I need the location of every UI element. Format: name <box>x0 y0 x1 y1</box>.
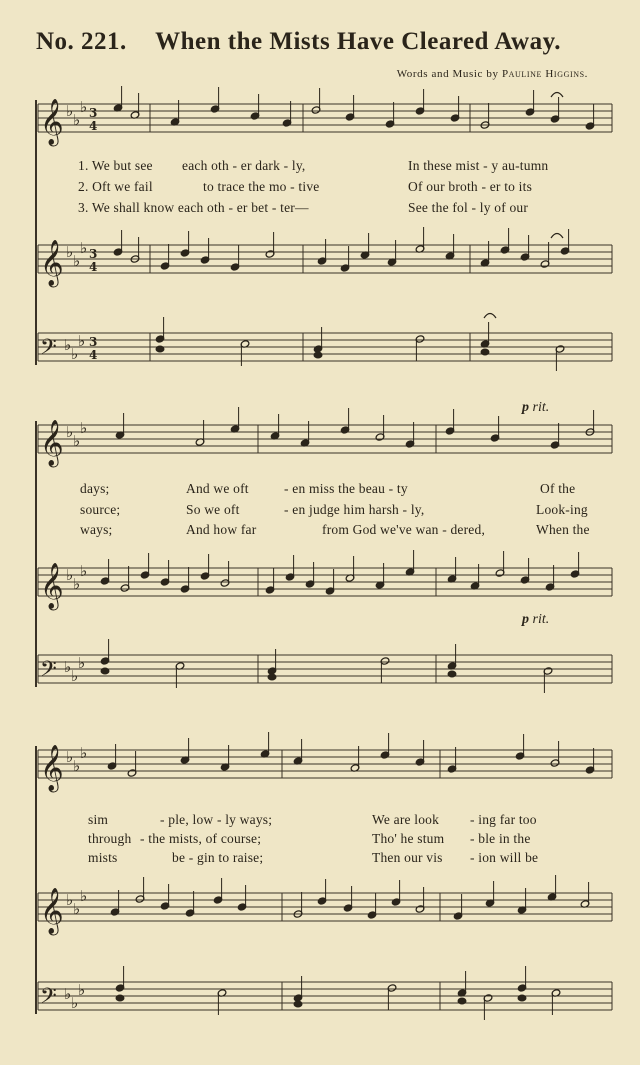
treble-clef-icon <box>40 888 64 936</box>
system-1-bass-staff <box>38 333 612 361</box>
fermata-icon <box>484 314 496 319</box>
svg-text:♭: ♭ <box>64 985 72 1003</box>
svg-text:♭: ♭ <box>64 658 72 676</box>
lyric-v2-c: - en judge him harsh - ly, <box>284 502 425 517</box>
svg-text:𝄞: 𝄞 <box>40 888 64 934</box>
hymn-title: When the Mists Have Cleared Away. <box>155 28 561 55</box>
svg-text:♭: ♭ <box>71 667 79 685</box>
lyric-v2-c: Tho' he stum <box>372 831 445 846</box>
ritardando-marking-1: p rit. <box>522 400 550 415</box>
note-head <box>294 1001 302 1007</box>
system-1-soprano-staff <box>38 104 612 132</box>
treble-clef-icon <box>40 240 64 288</box>
lyric-v1-a: days; <box>80 481 110 496</box>
svg-text:♭: ♭ <box>80 419 88 437</box>
lyric-v3-d: When the <box>536 522 590 537</box>
svg-text:𝄞: 𝄞 <box>40 563 64 609</box>
note-head <box>448 671 456 677</box>
svg-text:♭: ♭ <box>73 900 81 918</box>
note-head <box>314 352 322 358</box>
lyric-v2-a: 2. Oft we fail <box>78 179 153 194</box>
svg-text:4: 4 <box>89 260 98 274</box>
credit-prefix: Words and Music by <box>396 68 499 80</box>
svg-text:𝄞: 𝄞 <box>40 240 64 286</box>
treble-clef-icon <box>40 563 64 611</box>
svg-text:♭: ♭ <box>73 575 81 593</box>
bass-clef-icon <box>40 984 57 1014</box>
credit-name: Pauline Higgins. <box>501 68 588 80</box>
lyric-v3-a: 3. We shall know each oth - er bet - ter— <box>78 200 309 215</box>
svg-text:3: 3 <box>89 247 98 261</box>
svg-text:𝄞: 𝄞 <box>40 420 64 466</box>
time-signature <box>89 247 97 274</box>
svg-text:♭: ♭ <box>78 332 86 350</box>
note-head <box>101 668 109 674</box>
lyric-v3-b: See the fol - ly of our <box>408 200 529 215</box>
svg-text:♭: ♭ <box>80 744 88 762</box>
lyric-v1-c: In these mist - y au-tumn <box>408 158 549 173</box>
svg-text:𝄞: 𝄞 <box>40 99 64 145</box>
svg-text:♭: ♭ <box>66 748 74 766</box>
lyric-v2-d: - ble in the <box>470 831 531 846</box>
lyric-v1-c: We are look <box>372 812 440 827</box>
flat-key-signature <box>64 332 85 363</box>
flat-key-signature <box>64 654 85 685</box>
flat-key-signature <box>66 744 87 775</box>
note-head <box>518 995 526 1001</box>
svg-text:♭: ♭ <box>66 891 74 909</box>
svg-text:♭: ♭ <box>66 423 74 441</box>
note-head <box>458 998 466 1004</box>
svg-text:♭: ♭ <box>66 243 74 261</box>
ritardando-marking-2: p rit. <box>522 612 550 627</box>
note-head <box>268 674 276 680</box>
lyric-v1-b: - ple, low - ly ways; <box>160 812 273 827</box>
flat-key-signature <box>64 981 85 1012</box>
flat-key-signature <box>66 887 87 918</box>
lyric-v3-b: And how far <box>186 522 257 537</box>
svg-text:𝄢: 𝄢 <box>40 657 57 687</box>
lyric-v3-b: be - gin to raise; <box>172 850 264 865</box>
svg-text:♭: ♭ <box>66 102 74 120</box>
lyric-v2-a: through <box>88 831 132 846</box>
treble-clef-icon <box>40 745 64 793</box>
system-2-bass-staff <box>38 655 612 683</box>
svg-text:3: 3 <box>89 106 98 120</box>
lyric-v3-a: mists <box>88 850 118 865</box>
flat-key-signature <box>66 419 87 450</box>
note-head <box>156 346 164 352</box>
svg-text:♭: ♭ <box>80 887 88 905</box>
flat-key-signature <box>66 239 87 270</box>
svg-text:♭: ♭ <box>71 994 79 1012</box>
svg-text:𝄢: 𝄢 <box>40 335 57 365</box>
svg-text:♭: ♭ <box>66 566 74 584</box>
lyric-v1-b: And we oft <box>186 481 249 496</box>
svg-text:♭: ♭ <box>80 562 88 580</box>
hymn-number: No. 221. <box>36 28 127 55</box>
fermata-icon <box>551 234 563 239</box>
svg-text:♭: ♭ <box>73 111 81 129</box>
svg-text:♭: ♭ <box>73 252 81 270</box>
svg-text:𝄢: 𝄢 <box>40 984 57 1014</box>
svg-text:4: 4 <box>89 348 98 362</box>
note-head <box>481 349 489 355</box>
svg-text:♭: ♭ <box>78 981 86 999</box>
svg-text:♭: ♭ <box>71 345 79 363</box>
lyric-v2-a: source; <box>80 502 121 517</box>
fermata-icon <box>551 93 563 98</box>
svg-text:♭: ♭ <box>80 98 88 116</box>
treble-clef-icon <box>40 420 64 468</box>
lyric-v1-c: - en miss the beau - ty <box>284 481 408 496</box>
lyric-v2-b: - the mists, of course; <box>140 831 262 846</box>
lyric-v1-d: - ing far too <box>470 812 537 827</box>
svg-text:♭: ♭ <box>80 239 88 257</box>
svg-text:4: 4 <box>89 119 98 133</box>
svg-text:♭: ♭ <box>78 654 86 672</box>
lyric-v2-c: Of our broth - er to its <box>408 179 533 194</box>
svg-text:♭: ♭ <box>73 432 81 450</box>
svg-text:3: 3 <box>89 335 98 349</box>
flat-key-signature <box>66 562 87 593</box>
note-head <box>116 995 124 1001</box>
lyric-v1-a: sim <box>88 812 109 827</box>
lyric-v2-b: So we oft <box>186 502 240 517</box>
time-signature <box>89 335 97 362</box>
system-3-soprano-staff <box>38 750 612 778</box>
lyric-v1-b: each oth - er dark - ly, <box>182 158 306 173</box>
lyric-v3-d: - ion will be <box>470 850 539 865</box>
treble-clef-icon <box>40 99 64 147</box>
svg-text:♭: ♭ <box>73 757 81 775</box>
lyric-v2-d: Look-ing <box>536 502 588 517</box>
lyric-v3-c: Then our vis <box>372 850 443 865</box>
lyric-v2-b: to trace the mo - tive <box>203 179 320 194</box>
svg-text:♭: ♭ <box>64 336 72 354</box>
lyric-v3-c: from God we've wan - dered, <box>322 522 486 537</box>
lyric-v1-a: 1. We but see <box>78 158 153 173</box>
bass-clef-icon <box>40 657 57 687</box>
note-heads <box>100 86 595 1020</box>
svg-text:𝄞: 𝄞 <box>40 745 64 791</box>
bass-clef-icon <box>40 335 57 365</box>
time-signature <box>89 106 97 133</box>
flat-key-signature <box>66 98 87 129</box>
lyric-v3-a: ways; <box>80 522 113 537</box>
lyric-v1-d: Of the <box>540 481 576 496</box>
